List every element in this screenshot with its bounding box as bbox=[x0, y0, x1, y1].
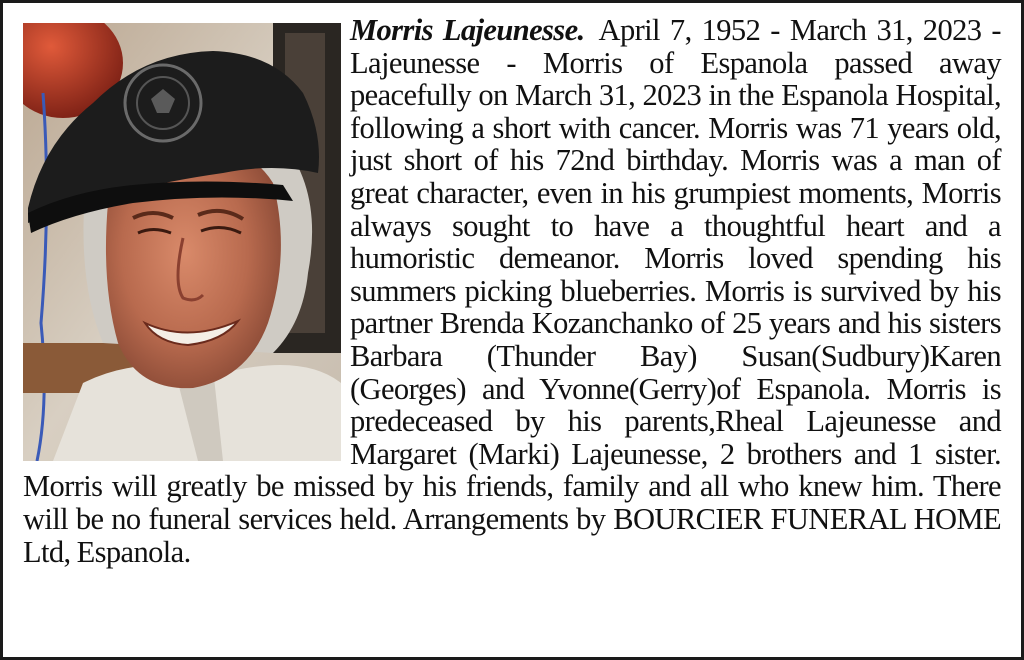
obituary-text bbox=[23, 14, 1001, 568]
photo-text-wrap-spacer bbox=[23, 14, 350, 469]
obituary-body: April 7, 1952 - March 31, 2023 - Lajeunesse - Morris of Espanola passed away peacefully on March 31, 2023 in the Espanola Hospital, following a short with cancer. Morris was 71 years old, just short of his 72nd birthday. Morris was a man of great character, even in his grumpiest moments, Morris always sought to have a thoughtful heart and a humoristic demeanor. Morris loved spending his summers picking blueberries. Morris is survived by his partner Brenda Kozanchanko of 25 years and his sisters Barbara (Thunder Bay) Susan(Sudbury)Karen (Georges) and Yvonne(Gerry)of Espanola. Morris is predeceased by his parents,Rheal Lajeunesse and Margaret (Marki) Lajeunesse, 2 brothers and 1 sister. Morris will greatly be missed by his friends, family and all who knew him. There will be no funeral services held. Arrangements by BOURCIER FUNERAL HOME Ltd, Espanola. bbox=[23, 13, 1001, 569]
deceased-name: Morris Lajeunesse. bbox=[350, 13, 585, 47]
